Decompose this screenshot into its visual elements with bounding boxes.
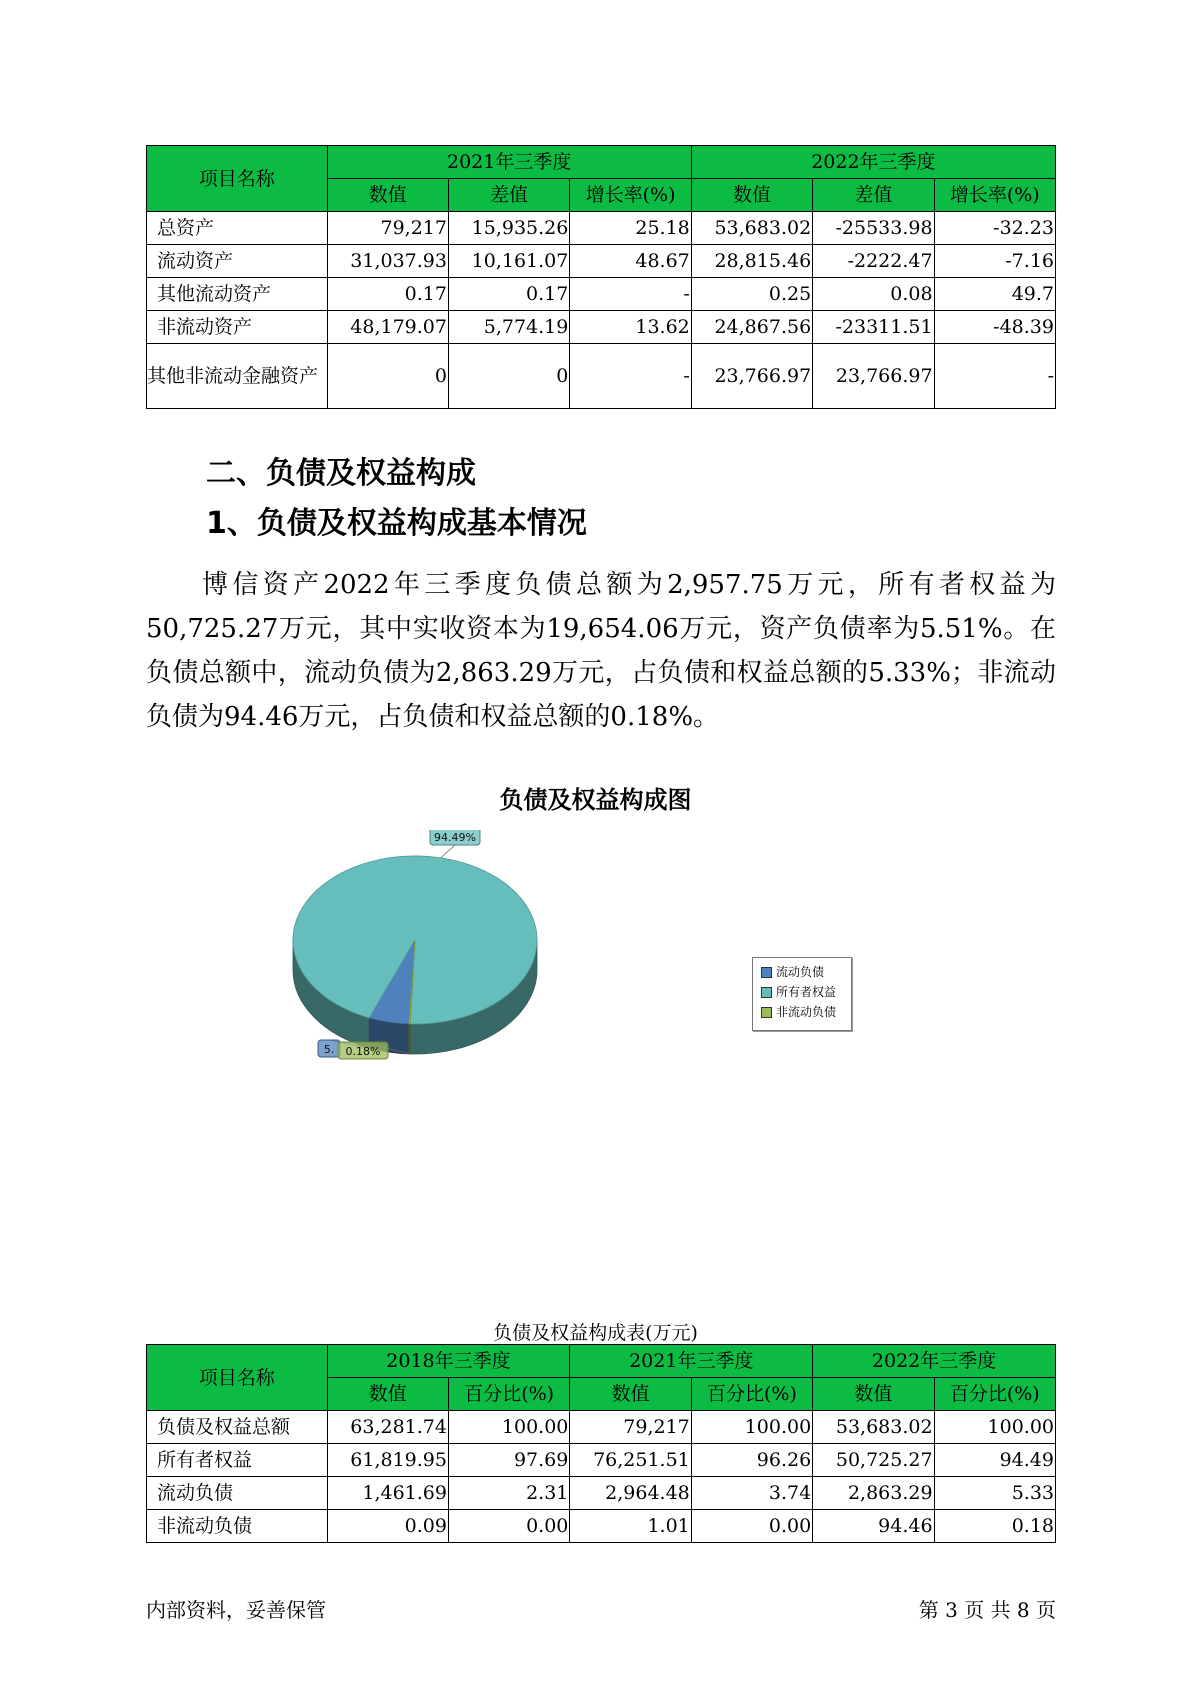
table-caption: 负债及权益构成表(万元) xyxy=(493,1322,698,1344)
legend-item xyxy=(761,982,851,1002)
cell-diff: -25533.98 xyxy=(813,212,934,245)
legend-swatch-noncurrent-liabilities xyxy=(761,1007,772,1018)
legend-swatch-owners-equity xyxy=(761,987,772,998)
cell-growth: - xyxy=(570,278,691,311)
legend-swatch-current-liabilities xyxy=(761,967,772,978)
table-row xyxy=(147,311,1056,344)
cell-value: 63,281.74 xyxy=(327,1411,448,1444)
paragraph-text: 博信资产2022年三季度负债总额为2,957.75万元，所有者权益为50,725.27万元，其中实收资本为19,654.06万元，资产负债率为5.51%。在负债总额中，流动负债为2,863.29万元，占负债和权益总额的5.33%；非流动负债为94.46万元，占负债和权益总额的0.18%。 xyxy=(146,570,1056,732)
cell-diff: 15,935.26 xyxy=(448,212,569,245)
body-paragraph xyxy=(146,563,1056,739)
cell-growth: -32.23 xyxy=(934,212,1055,245)
legend-item xyxy=(761,1002,851,1022)
liability-equity-table xyxy=(146,1344,1056,1543)
cell-pct: 5.33 xyxy=(934,1477,1055,1510)
header-period-2021: 2021年三季度 xyxy=(327,146,691,179)
chart-title: 负债及权益构成图 xyxy=(499,786,692,814)
chart-legend xyxy=(752,957,852,1031)
cell-pct: 2.31 xyxy=(448,1477,569,1510)
footer-confidential: 内部资料，妥善保管 xyxy=(146,1598,326,1622)
header-period-2018: 2018年三季度 xyxy=(327,1345,570,1378)
legend-item xyxy=(761,962,851,982)
cell-value: 61,819.95 xyxy=(327,1444,448,1477)
legend-label: 非流动负债 xyxy=(776,1005,837,1019)
cell-diff: 0.08 xyxy=(813,278,934,311)
data-label-leader xyxy=(441,845,455,858)
cell-diff: 0.17 xyxy=(448,278,569,311)
row-name: 总资产 xyxy=(147,212,328,245)
row-name: 非流动资产 xyxy=(147,311,328,344)
cell-value: 24,867.56 xyxy=(691,311,812,344)
header-value: 数值 xyxy=(691,179,812,212)
data-label-text: 5. xyxy=(323,1043,335,1056)
cell-value: 76,251.51 xyxy=(570,1444,691,1477)
cell-value: 53,683.02 xyxy=(691,212,812,245)
table-row xyxy=(147,212,1056,245)
cell-diff: 5,774.19 xyxy=(448,311,569,344)
pie-3d-body xyxy=(293,856,537,1054)
cell-pct: 3.74 xyxy=(691,1477,812,1510)
header-diff: 差值 xyxy=(448,179,569,212)
section-heading: 二、负债及权益构成 xyxy=(206,456,476,491)
cell-value: 0 xyxy=(327,344,448,409)
legend-label: 流动负债 xyxy=(776,965,825,979)
cell-value: 79,217 xyxy=(327,212,448,245)
pie-side-2 xyxy=(409,1024,410,1054)
table-row xyxy=(147,1510,1056,1543)
section-subheading: 1、负债及权益构成基本情况 xyxy=(206,506,587,541)
cell-diff: -2222.47 xyxy=(813,245,934,278)
cell-growth: - xyxy=(570,344,691,409)
cell-pct: 100.00 xyxy=(934,1411,1055,1444)
legend-label: 所有者权益 xyxy=(776,985,837,999)
header-growth: 增长率(%) xyxy=(934,179,1055,212)
cell-growth: 13.62 xyxy=(570,311,691,344)
cell-pct: 100.00 xyxy=(448,1411,569,1444)
cell-pct: 0.00 xyxy=(448,1510,569,1543)
cell-growth: 48.67 xyxy=(570,245,691,278)
header-period-2022: 2022年三季度 xyxy=(813,1345,1056,1378)
data-label-text: 94.49% xyxy=(434,831,476,844)
row-name: 流动资产 xyxy=(147,245,328,278)
header-period-2022: 2022年三季度 xyxy=(691,146,1055,179)
table-row xyxy=(147,1444,1056,1477)
header-item-name: 项目名称 xyxy=(147,146,328,212)
cell-pct: 0.18 xyxy=(934,1510,1055,1543)
table-row xyxy=(147,245,1056,278)
cell-value: 50,725.27 xyxy=(813,1444,934,1477)
header-growth: 增长率(%) xyxy=(570,179,691,212)
cell-growth: -48.39 xyxy=(934,311,1055,344)
cell-growth: 25.18 xyxy=(570,212,691,245)
cell-pct: 100.00 xyxy=(691,1411,812,1444)
header-diff: 差值 xyxy=(813,179,934,212)
row-name: 所有者权益 xyxy=(147,1444,328,1477)
table-row xyxy=(147,278,1056,311)
table-row xyxy=(147,1411,1056,1444)
header-value: 数值 xyxy=(570,1378,691,1411)
table-row xyxy=(147,1477,1056,1510)
header-item-name: 项目名称 xyxy=(147,1345,328,1411)
cell-growth: - xyxy=(934,344,1055,409)
row-name: 非流动负债 xyxy=(147,1510,328,1543)
footer-page-number: 第 3 页 共 8 页 xyxy=(918,1598,1056,1622)
cell-pct: 97.69 xyxy=(448,1444,569,1477)
data-label-text: 0.18% xyxy=(345,1045,381,1058)
cell-value: 0.09 xyxy=(327,1510,448,1543)
row-name: 负债及权益总额 xyxy=(147,1411,328,1444)
cell-diff: -23311.51 xyxy=(813,311,934,344)
cell-pct: 0.00 xyxy=(691,1510,812,1543)
table-row xyxy=(147,344,1056,409)
cell-value: 2,863.29 xyxy=(813,1477,934,1510)
header-value: 数值 xyxy=(813,1378,934,1411)
cell-value: 0.25 xyxy=(691,278,812,311)
cell-pct: 96.26 xyxy=(691,1444,812,1477)
header-pct: 百分比(%) xyxy=(934,1378,1055,1411)
cell-value: 48,179.07 xyxy=(327,311,448,344)
cell-value: 53,683.02 xyxy=(813,1411,934,1444)
header-pct: 百分比(%) xyxy=(691,1378,812,1411)
cell-value: 23,766.97 xyxy=(691,344,812,409)
cell-value: 1,461.69 xyxy=(327,1477,448,1510)
cell-value: 1.01 xyxy=(570,1510,691,1543)
header-value: 数值 xyxy=(327,1378,448,1411)
cell-diff: 10,161.07 xyxy=(448,245,569,278)
cell-diff: 23,766.97 xyxy=(813,344,934,409)
cell-value: 2,964.48 xyxy=(570,1477,691,1510)
cell-value: 31,037.93 xyxy=(327,245,448,278)
asset-table xyxy=(146,145,1056,409)
cell-diff: 0 xyxy=(448,344,569,409)
cell-growth: 49.7 xyxy=(934,278,1055,311)
cell-value: 94.46 xyxy=(813,1510,934,1543)
cell-value: 79,217 xyxy=(570,1411,691,1444)
header-period-2021: 2021年三季度 xyxy=(570,1345,813,1378)
cell-value: 0.17 xyxy=(327,278,448,311)
header-pct: 百分比(%) xyxy=(448,1378,569,1411)
row-name: 其他非流动金融资产 xyxy=(147,344,328,409)
row-name: 其他流动资产 xyxy=(147,278,328,311)
pie-chart xyxy=(290,830,570,1100)
header-value: 数值 xyxy=(327,179,448,212)
cell-growth: -7.16 xyxy=(934,245,1055,278)
row-name: 流动负债 xyxy=(147,1477,328,1510)
cell-value: 28,815.46 xyxy=(691,245,812,278)
cell-pct: 94.49 xyxy=(934,1444,1055,1477)
